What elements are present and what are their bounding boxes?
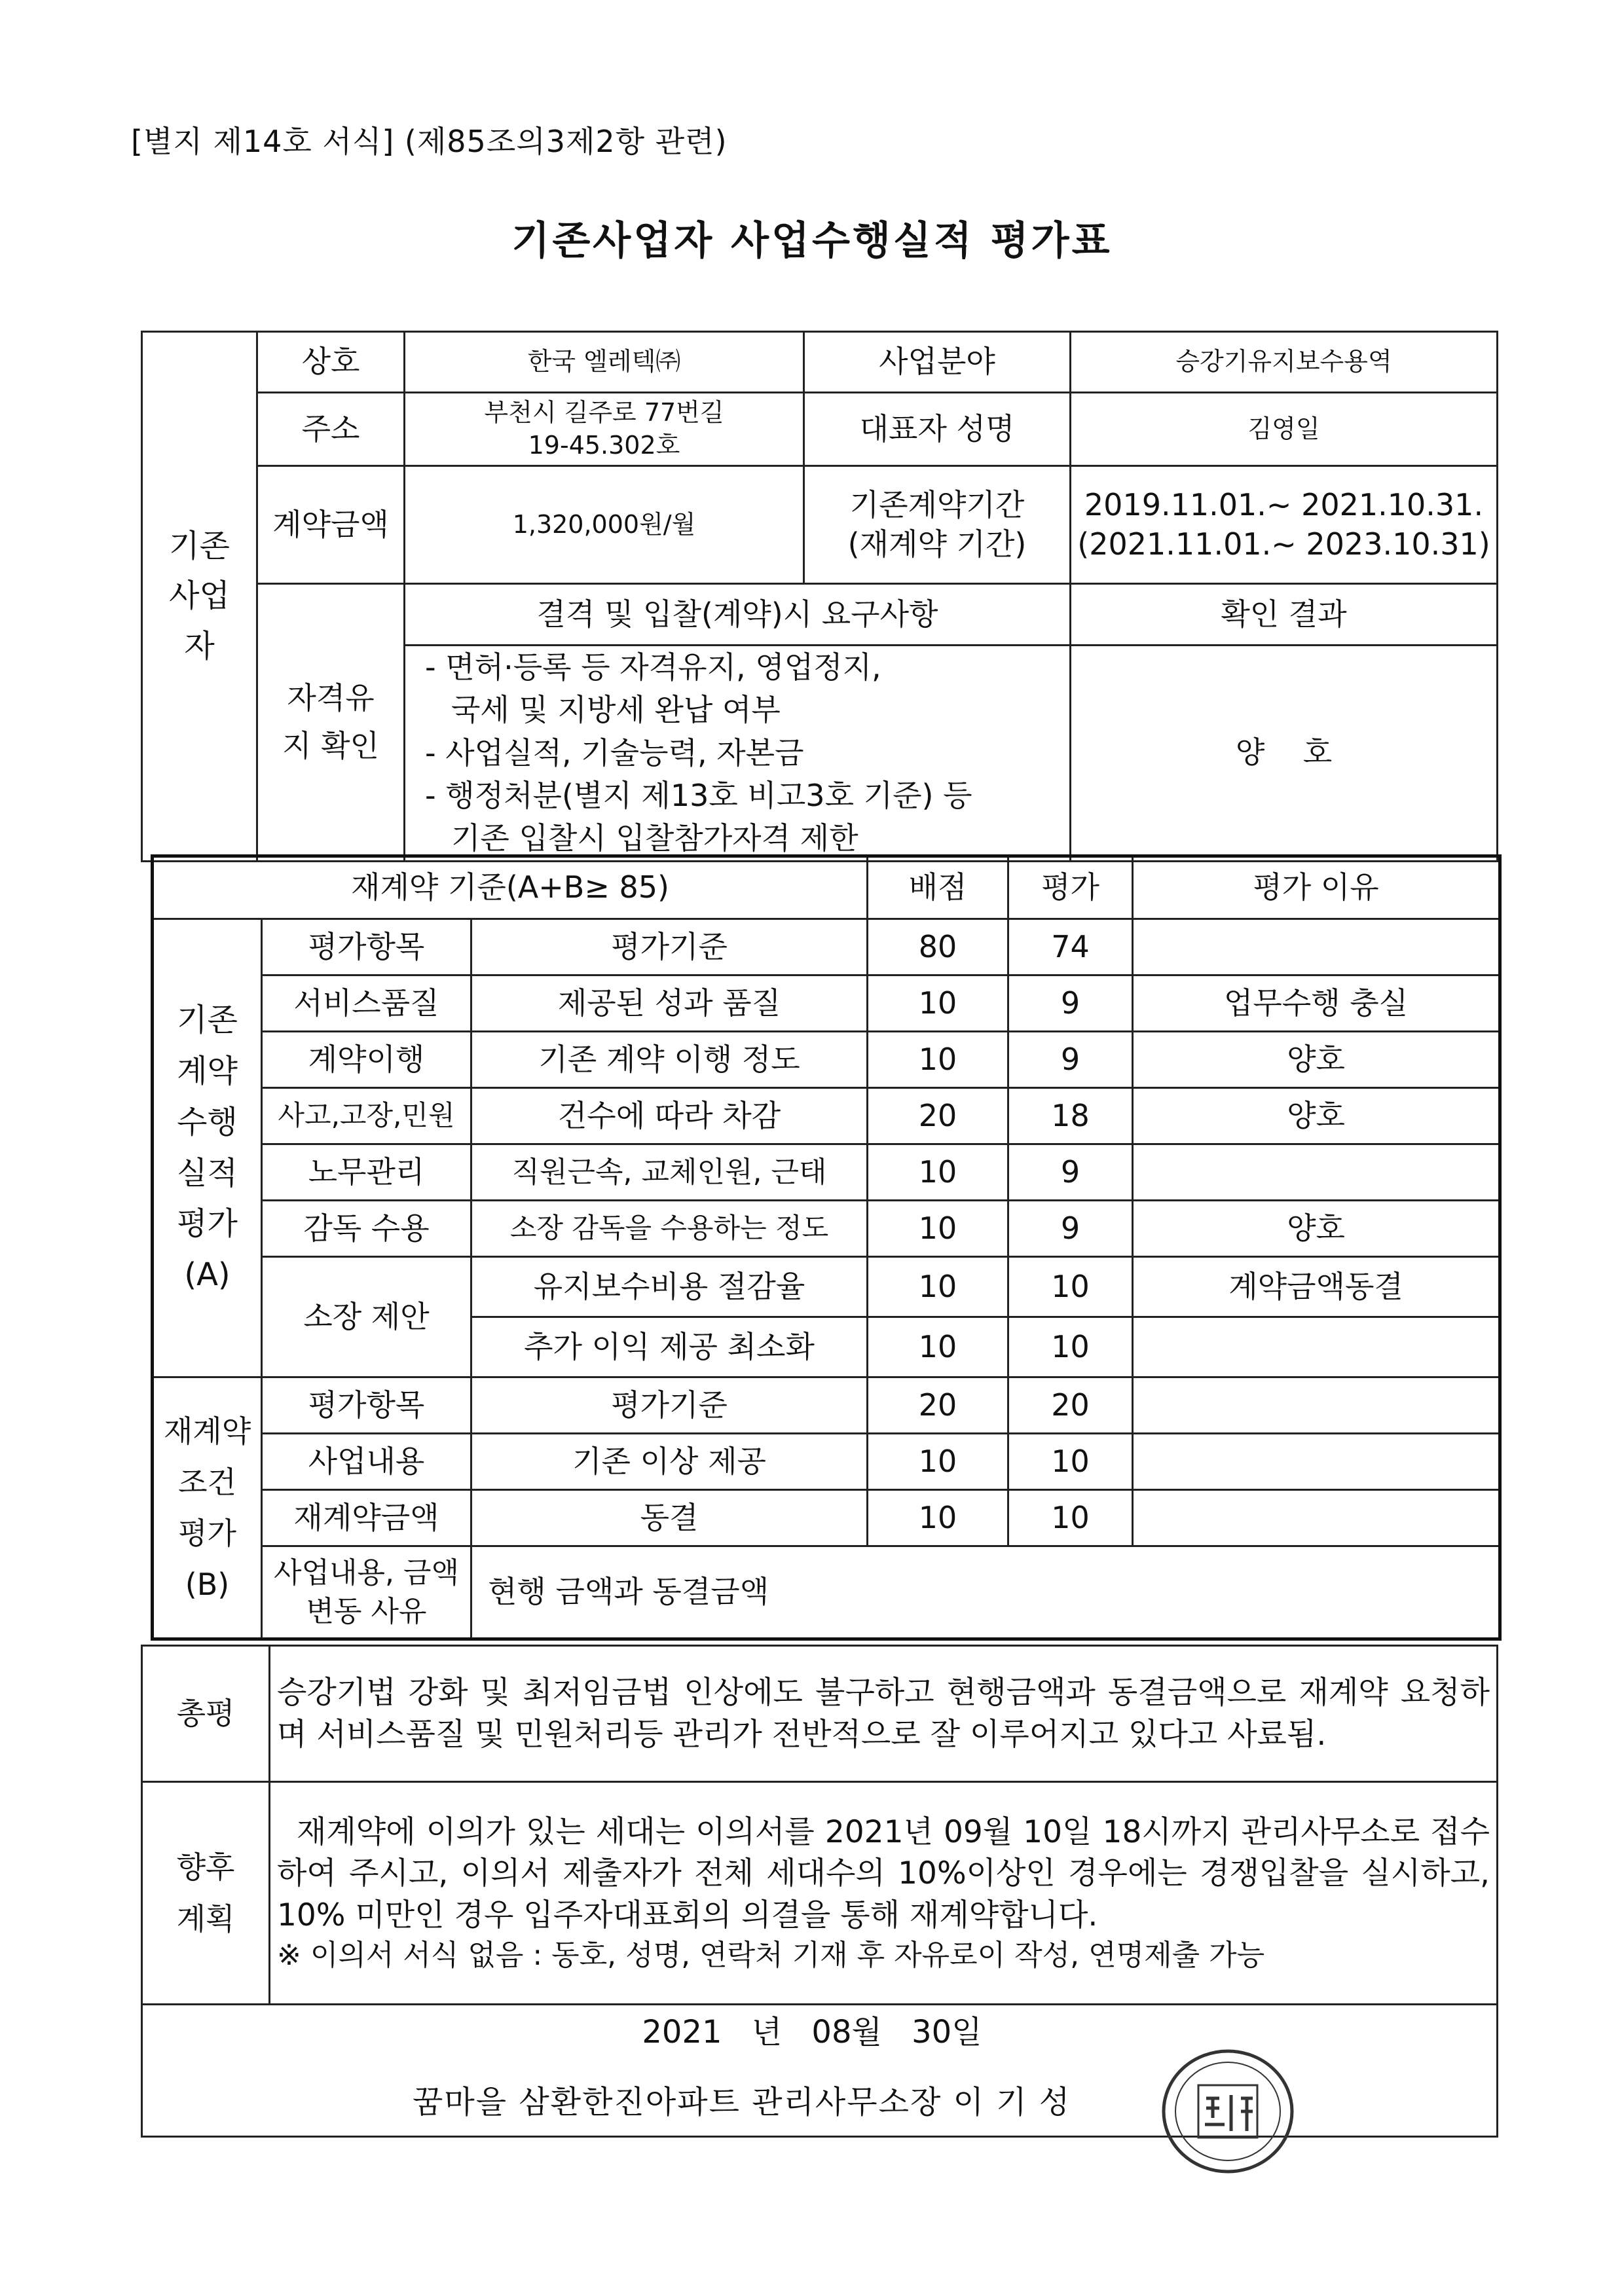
requirement-line: 국세 및 지방세 완납 여부 (451, 692, 781, 728)
b-total-reason (1133, 1377, 1500, 1434)
b-total-score: 20 (868, 1377, 1008, 1434)
company-label: 상호 (257, 332, 405, 393)
address-line-2: 19-45.302호 (528, 430, 680, 460)
eval-item: 사업내용 (262, 1434, 471, 1490)
eval-item: 재계약금액 (262, 1490, 471, 1546)
criteria-header: 재계약 기준(A+B≥ 85) (153, 856, 868, 919)
eval-score: 10 (868, 1434, 1008, 1490)
eval-standard: 기존 이상 제공 (471, 1434, 868, 1490)
qualification-label: 자격유지 확인 (257, 584, 405, 862)
eval-reason: 양호 (1133, 1032, 1500, 1088)
eval-reason (1133, 1434, 1500, 1490)
eval-reason (1133, 1144, 1500, 1201)
requirements-list (405, 646, 1071, 862)
eval-reason: 업무수행 충실 (1133, 975, 1500, 1032)
a-total-reason (1133, 919, 1500, 975)
requirement-line: 기존 입찰시 입찰참가자격 제한 (451, 820, 858, 856)
section-a-label: 기존 계약 수행 실적 평가 (A) (153, 919, 262, 1377)
period-label-line-2: (재계약 기간) (847, 526, 1027, 562)
b-total-eval: 20 (1008, 1377, 1133, 1434)
eval-result: 10 (1008, 1490, 1133, 1546)
b-item-header: 평가항목 (262, 1377, 471, 1434)
eval-result: 10 (1008, 1317, 1133, 1377)
existing-section-label: 기존 사업자 (142, 332, 257, 862)
eval-standard: 소장 감독을 수용하는 정도 (471, 1201, 868, 1257)
requirement-line: - 면허·등록 등 자격유지, 영업정지, (425, 649, 881, 685)
period-label-line-1: 기존계약기간 (849, 486, 1025, 522)
page-title: 기존사업자 사업수행실적 평가표 (511, 218, 1113, 264)
footer-signature: 꿈마을 삼환한진아파트 관리사무소장 이 기 성 (413, 2084, 1071, 2121)
eval-item: 감독 수용 (262, 1201, 471, 1257)
official-seal-icon (1159, 2046, 1297, 2177)
eval-reason: 양호 (1133, 1088, 1500, 1144)
eval-reason (1133, 1490, 1500, 1546)
change-reason-label: 사업내용, 금액 변동 사유 (262, 1546, 471, 1639)
eval-standard: 기존 계약 이행 정도 (471, 1032, 868, 1088)
eval-standard: 동결 (471, 1490, 868, 1546)
eval-standard: 직원근속, 교체인원, 근태 (471, 1144, 868, 1201)
eval-result: 9 (1008, 1144, 1133, 1201)
plan-note: ※ 이의서 서식 없음 : 동호, 성명, 연락처 기재 후 자유로이 작성, 연명제출 가능 (277, 1938, 1265, 1972)
eval-reason: 계약금액동결 (1133, 1257, 1500, 1317)
rep-label: 대표자 성명 (804, 393, 1071, 466)
eval-item: 서비스품질 (262, 975, 471, 1032)
reason-header: 평가 이유 (1133, 856, 1500, 919)
address-value (405, 393, 804, 466)
requirement-line: - 사업실적, 기술능력, 자본금 (425, 735, 804, 771)
eval-score: 10 (868, 1317, 1008, 1377)
field-label: 사업분야 (804, 332, 1071, 393)
eval-item: 노무관리 (262, 1144, 471, 1201)
a-total-score: 80 (868, 919, 1008, 975)
period-line-2: (2021.11.01.~ 2023.10.31) (1077, 526, 1490, 562)
existing-contractor-table (141, 331, 1498, 862)
a-total-eval: 74 (1008, 919, 1133, 975)
amount-value: 1,320,000원/월 (405, 466, 804, 584)
plan-text: 재계약에 이의가 있는 세대는 이의서를 2021년 09월 10일 18시까지 관리사무소로 접수하여 주시고, 이의서 제출자가 전체 세대수의 10%이상인 경우에는 경쟁입찰을 실시하고, 10% 미만인 경우 입주자대표회의 의결을 통해 재계약합니다. (277, 1813, 1490, 1933)
plan-label: 향후 계획 (142, 1782, 270, 2005)
summary-text: 승강기법 강화 및 최저임금법 인상에도 불구하고 현행금액과 동결금액으로 재계약 요청하며 서비스품질 및 민원처리등 관리가 전반적으로 잘 이루어지고 있다고 사료됨. (270, 1646, 1498, 1782)
eval-result: 18 (1008, 1088, 1133, 1144)
eval-reason (1133, 1317, 1500, 1377)
eval-standard: 유지보수비용 절감율 (471, 1257, 868, 1317)
eval-score: 20 (868, 1088, 1008, 1144)
eval-result: 9 (1008, 1201, 1133, 1257)
eval-result: 9 (1008, 975, 1133, 1032)
result-header: 확인 결과 (1071, 584, 1498, 646)
eval-reason: 양호 (1133, 1201, 1500, 1257)
eval-standard: 추가 이익 제공 최소화 (471, 1317, 868, 1377)
eval-result: 10 (1008, 1257, 1133, 1317)
section-b-label: 재계약 조건 평가 (B) (153, 1377, 262, 1639)
period-label (804, 466, 1071, 584)
eval-score: 10 (868, 1201, 1008, 1257)
eval-score: 10 (868, 975, 1008, 1032)
eval-header: 평가 (1008, 856, 1133, 919)
eval-result: 9 (1008, 1032, 1133, 1088)
rep-value: 김영일 (1071, 393, 1498, 466)
eval-standard: 제공된 성과 품질 (471, 975, 868, 1032)
address-label: 주소 (257, 393, 405, 466)
field-value: 승강기유지보수용역 (1071, 332, 1498, 393)
eval-score: 10 (868, 1144, 1008, 1201)
summary-label: 총평 (142, 1646, 270, 1782)
address-line-1: 부천시 길주로 77번길 (484, 398, 724, 428)
requirements-header: 결격 및 입찰(계약)시 요구사항 (405, 584, 1071, 646)
proposal-item: 소장 제안 (262, 1257, 471, 1377)
form-header: [별지 제14호 서식] (제85조의3제2항 관련) (131, 124, 728, 159)
eval-score: 10 (868, 1032, 1008, 1088)
b-std-header: 평가기준 (471, 1377, 868, 1434)
eval-item: 사고,고장,민원 (262, 1088, 471, 1144)
plan-cell (270, 1782, 1498, 2005)
period-value (1071, 466, 1498, 584)
eval-item: 계약이행 (262, 1032, 471, 1088)
change-reason-value: 현행 금액과 동결금액 (471, 1546, 1500, 1639)
company-value: 한국 엘레텍㈜ (405, 332, 804, 393)
a-std-header: 평가기준 (471, 919, 868, 975)
eval-result: 10 (1008, 1434, 1133, 1490)
qualification-result: 양 호 (1071, 646, 1498, 862)
requirement-line: - 행정처분(별지 제13호 비고3호 기준) 등 (425, 777, 972, 813)
score-header: 배점 (868, 856, 1008, 919)
footer-date: 2021 년 08월 30일 (642, 2014, 982, 2050)
period-line-1: 2019.11.01.~ 2021.10.31. (1084, 486, 1484, 522)
amount-label: 계약금액 (257, 466, 405, 584)
eval-score: 10 (868, 1257, 1008, 1317)
evaluation-table (151, 854, 1502, 1641)
eval-score: 10 (868, 1490, 1008, 1546)
eval-standard: 건수에 따라 차감 (471, 1088, 868, 1144)
a-item-header: 평가항목 (262, 919, 471, 975)
